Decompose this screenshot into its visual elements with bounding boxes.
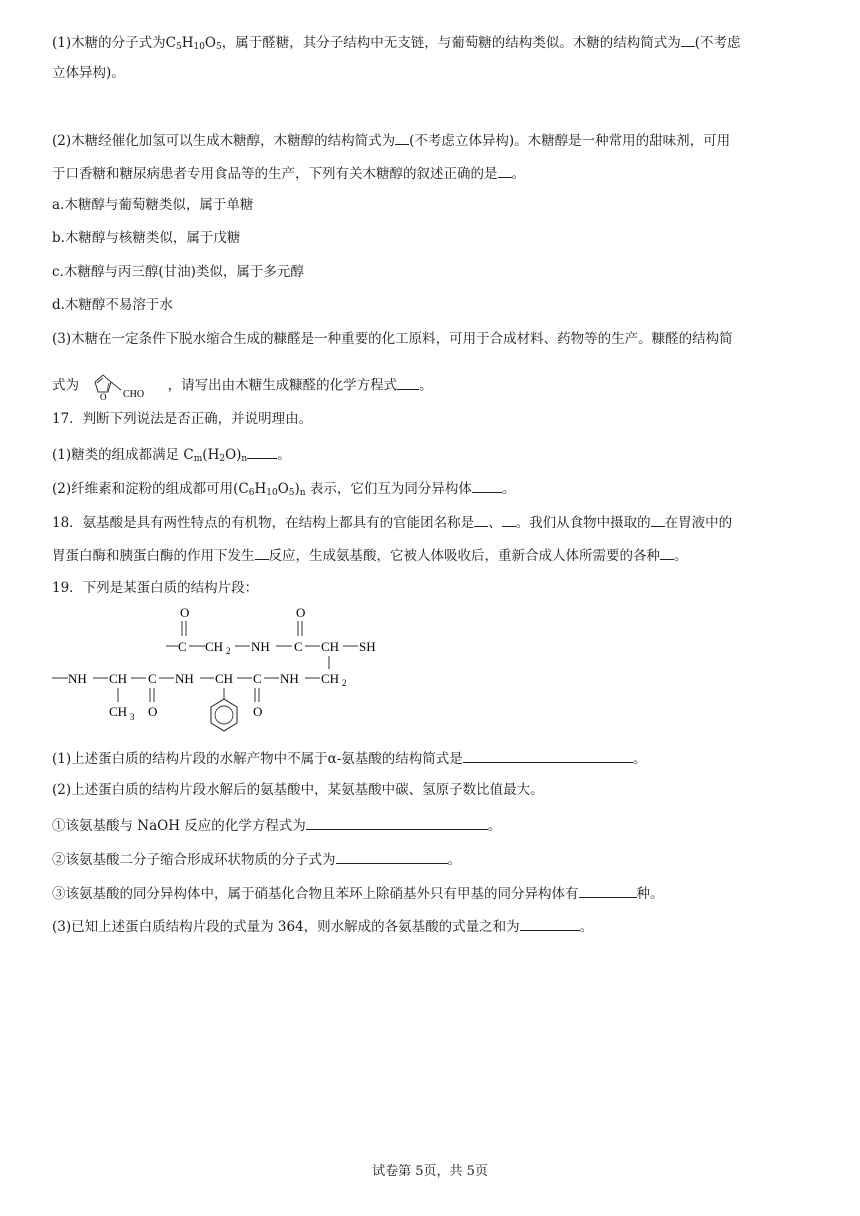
q17-text: H <box>254 481 267 497</box>
q17-part2 <box>52 478 515 502</box>
subscript: 6 <box>248 488 255 498</box>
q18-text: 胃蛋白酶和胰蛋白酶的作用下发生 <box>52 548 255 564</box>
atom-sh: SH <box>359 639 376 654</box>
atom-o: O <box>296 605 306 620</box>
answer-blank[interactable] <box>472 478 502 493</box>
answer-blank[interactable] <box>463 748 633 763</box>
q17-text: 。 <box>277 447 291 463</box>
q16-text: (1)木糖的分子式为C <box>52 35 176 51</box>
furfural-o: O <box>100 392 107 402</box>
q18-text: 、 <box>488 515 502 531</box>
atom-c: C <box>148 671 157 686</box>
q18-line2 <box>52 545 688 565</box>
q16-text: H <box>181 35 194 51</box>
q19-text: 。 <box>447 852 461 868</box>
q16-part3-line1: (3)木糖在一定条件下脱水缩合生成的糠醛是一种重要的化工原料，可用于合成材料、药物等的生产。糠醛的结构简 <box>52 331 733 347</box>
q16-text: 。 <box>511 166 525 182</box>
atom-ch: CH <box>109 671 128 686</box>
q19-sub1 <box>52 815 501 835</box>
answer-blank[interactable] <box>395 130 409 145</box>
q17-text: (1)糖类的组成都满足 C <box>52 447 194 463</box>
atom-nh: NH <box>175 671 194 686</box>
q16-text: (不考虑立体异构)。木糖醇是一种常用的甜味剂，可用 <box>409 133 731 149</box>
atom-ch: CH <box>215 671 234 686</box>
answer-blank[interactable] <box>247 444 277 459</box>
subscript: n <box>241 454 248 464</box>
furfural-structure <box>85 370 161 402</box>
q16-option-c: c.木糖醇与丙三醇(甘油)类似，属于多元醇 <box>52 264 304 280</box>
answer-blank[interactable] <box>397 375 419 390</box>
q16-part2-line2 <box>52 163 525 183</box>
q19-part1 <box>52 748 646 768</box>
q19-text: 。 <box>579 919 594 935</box>
furfural-cho: CHO <box>123 389 145 400</box>
atom-nh: NH <box>280 671 299 686</box>
q17-part1 <box>52 444 291 468</box>
q19-text: ①该氨基酸与 NaOH 反应的化学方程式为 <box>52 818 306 834</box>
atom-nh: NH <box>68 671 87 686</box>
subscript: 5 <box>175 42 182 52</box>
subscript: 2 <box>219 454 226 464</box>
q19-title: 19．下列是某蛋白质的结构片段： <box>52 580 259 596</box>
q16-option-d: d.木糖醇不易溶于水 <box>52 297 173 313</box>
q19-text: (3)已知上述蛋白质结构片段的式量为 364，则水解成的各氨基酸的式量之和为 <box>52 919 520 935</box>
q16-text: O <box>204 35 216 51</box>
atom-ch2: CH <box>205 639 224 654</box>
q17-text: ) <box>294 481 300 497</box>
q16-text: 式为 <box>52 377 79 394</box>
atom-ch: CH <box>321 639 340 654</box>
q16-part2-line1 <box>52 130 730 150</box>
q16-option-a: a.木糖醇与葡萄糖类似，属于单糖 <box>52 197 254 213</box>
q17-text: O <box>277 481 289 497</box>
q18-text: 在胃液中的 <box>664 515 733 531</box>
q19-text: (1)上述蛋白质的结构片段的水解产物中不属于α-氨基酸的结构简式是 <box>52 751 463 767</box>
q17-title: 17．判断下列说法是否正确，并说明理由。 <box>52 411 313 427</box>
answer-blank[interactable] <box>498 163 512 178</box>
q16-text: 立体异构)。 <box>52 65 125 81</box>
q19-text: ③该氨基酸的同分异构体中，属于硝基化合物且苯环上除硝基外只有甲基的同分异构体有 <box>52 886 579 902</box>
q16-text: 。 <box>419 377 433 394</box>
atom-o: O <box>180 605 190 620</box>
q17-text: 表示，它们互为同分异构体 <box>305 481 472 497</box>
q17-text: (H <box>202 447 220 463</box>
q19-part2: (2)上述蛋白质的结构片段水解后的氨基酸中，某氨基酸中碳、氢原子数比值最大。 <box>52 782 544 798</box>
q19-text: ②该氨基酸二分子缩合形成环状物质的分子式为 <box>52 852 336 868</box>
atom-c: C <box>253 671 262 686</box>
atom-c: C <box>294 639 303 654</box>
q16-option-b: b.木糖醇与核糖类似，属于戊糖 <box>52 230 241 246</box>
answer-blank[interactable] <box>579 883 637 898</box>
atom-ch3: CH <box>109 704 128 719</box>
q16-part1-line1 <box>52 32 741 56</box>
answer-blank[interactable] <box>336 849 448 864</box>
q18-text: 18．氨基酸是具有两性特点的有机物，在结构上都具有的官能团名称是 <box>52 515 475 531</box>
answer-blank[interactable] <box>474 512 488 527</box>
q18-text: 。 <box>674 548 688 564</box>
answer-blank[interactable] <box>520 916 580 931</box>
q19-part3 <box>52 916 593 936</box>
q18-line1 <box>52 512 732 532</box>
answer-blank[interactable] <box>255 545 269 560</box>
subscript: 3 <box>130 712 135 722</box>
atom-ch2: CH <box>321 671 340 686</box>
subscript: 10 <box>266 488 278 498</box>
q17-text: O) <box>225 447 242 463</box>
page-footer: 试卷第 5页，共 5页 <box>372 1164 488 1179</box>
subscript: 2 <box>342 678 347 688</box>
q19-text: 。 <box>487 818 502 834</box>
q16-text: 于口香糖和糖尿病患者专用食品等的生产，下列有关木糖醇的叙述正确的是 <box>52 166 498 182</box>
q16-text: ，属于醛糖，其分子结构中无支链，与葡萄糖的结构类似。木糖的结构简式为 <box>221 35 681 51</box>
subscript: 2 <box>226 646 231 656</box>
atom-o: O <box>148 704 158 719</box>
q16-text: (2)木糖经催化加氢可以生成木糖醇，木糖醇的结构简式为 <box>52 133 396 149</box>
q17-text: 。 <box>501 481 516 497</box>
q16-part3-line2 <box>52 370 433 402</box>
answer-blank[interactable] <box>306 815 488 830</box>
subscript: n <box>299 488 306 498</box>
atom-nh: NH <box>251 639 270 654</box>
protein-fragment-structure <box>52 603 392 738</box>
q16-text: ，请写出由木糖生成糠醛的化学方程式 <box>167 377 398 394</box>
q16-part1-line2 <box>52 64 125 82</box>
answer-blank[interactable] <box>681 32 695 47</box>
q19-text: 。 <box>632 751 647 767</box>
q19-text: 种。 <box>636 886 664 902</box>
q18-text: 反应，生成氨基酸，它被人体吸收后，重新合成人体所需要的各种 <box>268 548 660 564</box>
answer-blank[interactable] <box>502 512 516 527</box>
atom-c: C <box>178 639 187 654</box>
atom-o: O <box>253 704 263 719</box>
subscript: m <box>193 454 203 464</box>
q18-text: 。我们从食物中摄取的 <box>515 515 651 531</box>
q17-text: (2)纤维素和淀粉的组成都可用(C <box>52 481 249 497</box>
subscript: 10 <box>193 42 205 52</box>
answer-blank[interactable] <box>651 512 665 527</box>
q19-sub2 <box>52 849 461 869</box>
answer-blank[interactable] <box>660 545 674 560</box>
subscript: 5 <box>216 42 222 52</box>
q16-text: (不考虑 <box>694 35 741 51</box>
subscript: 5 <box>288 488 295 498</box>
q19-sub3 <box>52 883 664 903</box>
